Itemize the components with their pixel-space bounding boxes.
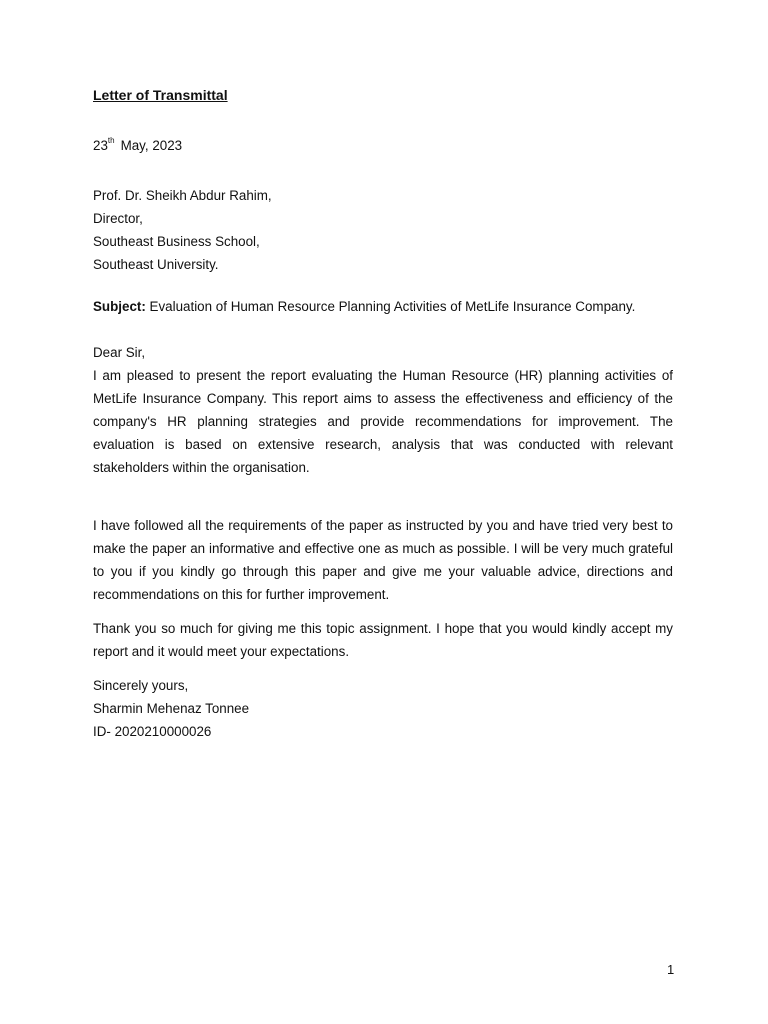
letter-date <box>93 138 182 153</box>
body-paragraph-3: Thank you so much for giving me this topic assignment. I hope that you would kindly accept my report and it would meet your expectations. <box>93 621 673 659</box>
date-rest: May, 2023 <box>120 138 183 153</box>
closing-block <box>93 674 249 743</box>
page-number: 1 <box>667 962 675 977</box>
body-paragraph-1: I am pleased to present the report evaluating the Human Resource (HR) planning activities of MetLife Insurance Company. This report aims to assess the effectiveness and efficiency of the company's HR planning strategies and provide recommendations for improvement. The evaluation is based on extensive research, analysis that was conducted with relevant stakeholders within the organisation. <box>93 368 673 475</box>
salutation: Dear Sir, <box>93 345 146 360</box>
recipient-position: Director, <box>93 211 143 226</box>
document-page <box>93 0 673 1024</box>
sender-name: Sharmin Mehenaz Tonnee <box>93 701 250 716</box>
body-paragraph-2: I have followed all the requirements of the paper as instructed by you and have tried very best to make the paper an informative and effective one as much as possible. I will be very much grateful to you if you kindly go through this paper and give me your valuable advice, directions and recommendations on this for further improvement. <box>93 518 673 602</box>
date-suffix: th <box>107 136 115 145</box>
subject-line <box>93 299 635 314</box>
sender-id: ID- 2020210000026 <box>93 724 212 739</box>
recipient-name: Prof. Dr. Sheikh Abdur Rahim, <box>93 188 272 203</box>
recipient-university: Southeast University. <box>93 257 219 272</box>
subject-label: Subject: <box>93 299 146 314</box>
date-day: 23 <box>93 138 108 153</box>
recipient-address <box>93 184 272 276</box>
closing-signoff: Sincerely yours, <box>93 678 189 693</box>
subject-text: Evaluation of Human Resource Planning Activities of MetLife Insurance Company. <box>145 299 636 314</box>
recipient-school: Southeast Business School, <box>93 234 260 249</box>
letter-title: Letter of Transmittal <box>93 87 228 103</box>
